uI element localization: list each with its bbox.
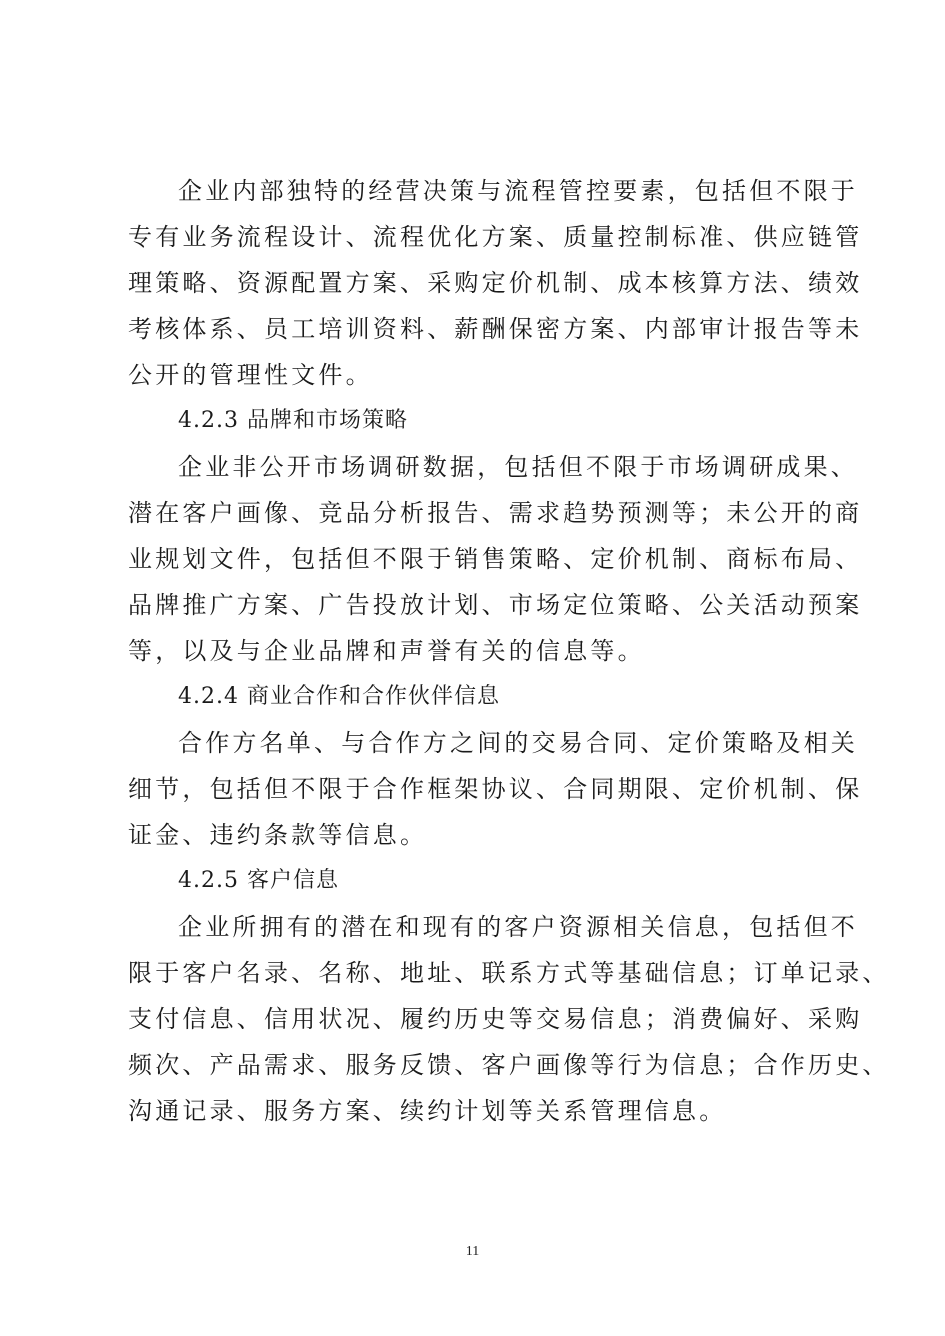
paragraph-management-elements — [128, 168, 863, 398]
section-4-2-3 — [128, 398, 863, 674]
section-heading: 4.2.4 商业合作和合作伙伴信息 — [178, 684, 500, 709]
paragraph-line: 企业非公开市场调研数据，包括但不限于市场调研成果、 — [178, 453, 858, 481]
paragraph-line: 细节，包括但不限于合作框架协议、合同期限、定价机制、保 — [128, 775, 863, 803]
paragraph-line: 限于客户名录、名称、地址、联系方式等基础信息；订单记录、 — [128, 959, 890, 987]
paragraph-line: 合作方名单、与合作方之间的交易合同、定价策略及相关 — [178, 729, 858, 757]
paragraph-line: 业规划文件，包括但不限于销售策略、定价机制、商标布局、 — [128, 545, 863, 573]
section-4-2-4 — [128, 674, 863, 858]
paragraph-line: 理策略、资源配置方案、采购定价机制、成本核算方法、绩效 — [128, 269, 863, 297]
paragraph-line: 等，以及与企业品牌和声誉有关的信息等。 — [128, 637, 645, 665]
paragraph-line: 公开的管理性文件。 — [128, 361, 373, 389]
paragraph-line: 专有业务流程设计、流程优化方案、质量控制标准、供应链管 — [128, 223, 863, 251]
paragraph-line: 频次、产品需求、服务反馈、客户画像等行为信息；合作历史、 — [128, 1051, 890, 1079]
paragraph-line: 沟通记录、服务方案、续约计划等关系管理信息。 — [128, 1097, 727, 1125]
paragraph-line: 潜在客户画像、竞品分析报告、需求趋势预测等；未公开的商 — [128, 499, 863, 527]
paragraph-line: 企业内部独特的经营决策与流程管控要素，包括但不限于 — [178, 177, 858, 205]
paragraph-line: 考核体系、员工培训资料、薪酬保密方案、内部审计报告等未 — [128, 315, 863, 343]
document-body — [128, 168, 890, 1134]
paragraph-line: 支付信息、信用状况、履约历史等交易信息；消费偏好、采购 — [128, 1005, 863, 1033]
paragraph-line: 证金、违约条款等信息。 — [128, 821, 428, 849]
page-number: 11 — [465, 1244, 480, 1259]
paragraph-line: 企业所拥有的潜在和现有的客户资源相关信息，包括但不 — [178, 913, 858, 941]
section-heading: 4.2.5 客户信息 — [178, 868, 339, 893]
paragraph-line: 品牌推广方案、广告投放计划、市场定位策略、公关活动预案 — [128, 591, 863, 619]
section-4-2-5 — [128, 858, 890, 1134]
section-heading: 4.2.3 品牌和市场策略 — [178, 408, 408, 433]
